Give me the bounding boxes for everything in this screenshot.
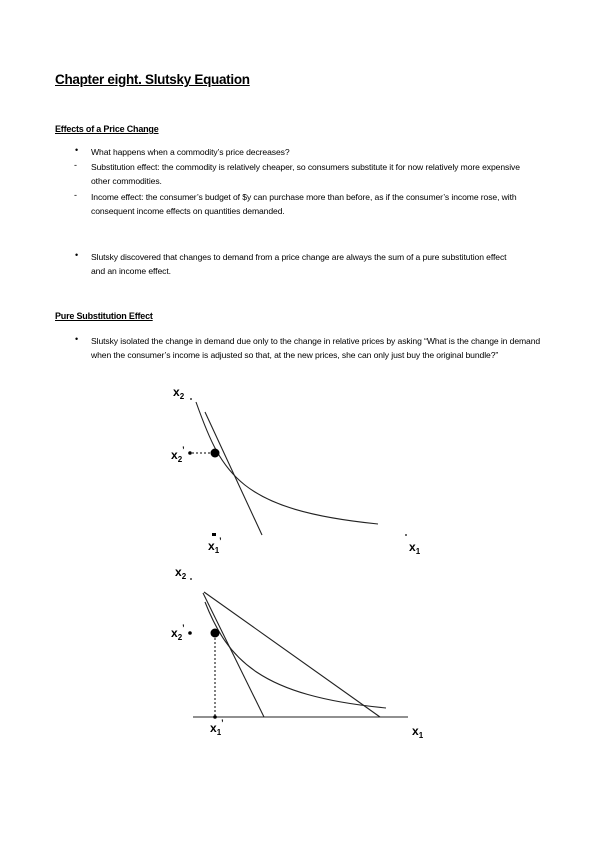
graph1-point-x-label: $x_1^’$ (208, 536, 222, 555)
section-heading-pure-substitution: Pure Substitution Effect (55, 311, 153, 321)
graph2-x-axis-label: $x_1$ (412, 724, 424, 740)
graph1-x-axis-label: $x_1$ (409, 540, 421, 556)
graph2-new-budget-line (204, 592, 380, 717)
graph1-point-y-label: $x_2^’$ (171, 445, 185, 464)
dash-marker: - (74, 160, 77, 170)
graph2-point-x-label: $x_1^’$ (210, 718, 224, 737)
bullet-marker: • (75, 145, 79, 155)
list-item-substitution-effect: Substitution effect: the commodity is relatively cheaper, so consumers substitute it for now relatively more expensive other commodities. (91, 162, 520, 186)
dash-marker: - (74, 190, 77, 200)
graph1-y-axis-label: $x_2$ (173, 385, 185, 401)
graph2-point-y-label: $x_2^’$ (171, 623, 185, 642)
list-item-slutsky-question: Slutsky isolated the change in demand due only to the change in relative prices by asking “What is the change in demand when the consumer’s income is adjusted so that, at the new prices, she can only just buy the original bundle?” (91, 336, 541, 360)
list-item-income-effect: Income effect: the consumer’s budget of $y can purchase more than before, as if the consumer’s income rose, with consequent income effects on quantities demanded. (91, 192, 517, 216)
graph2-y-axis-dot (190, 578, 192, 580)
graph2-y-axis-label: $x_2$ (175, 565, 187, 581)
list-item: What happens when a commodity’s price decreases? (91, 147, 290, 157)
graph2-optimal-bundle-point (211, 629, 220, 638)
bullet-marker: • (75, 250, 79, 260)
graph2-y-marker (188, 631, 192, 635)
section-heading-price-change: Effects of a Price Change (55, 124, 159, 134)
page-title: Chapter eight. Slutsky Equation (55, 72, 250, 87)
graph2-x-marker (213, 715, 217, 719)
graph2-indifference-curve (205, 602, 386, 708)
bullet-marker: • (75, 334, 79, 344)
list-item-slutsky: Slutsky discovered that changes to demand from a price change are always the sum of a pure substitution effect and an income effect. (91, 252, 507, 276)
graph2-original-budget-line (203, 593, 264, 717)
